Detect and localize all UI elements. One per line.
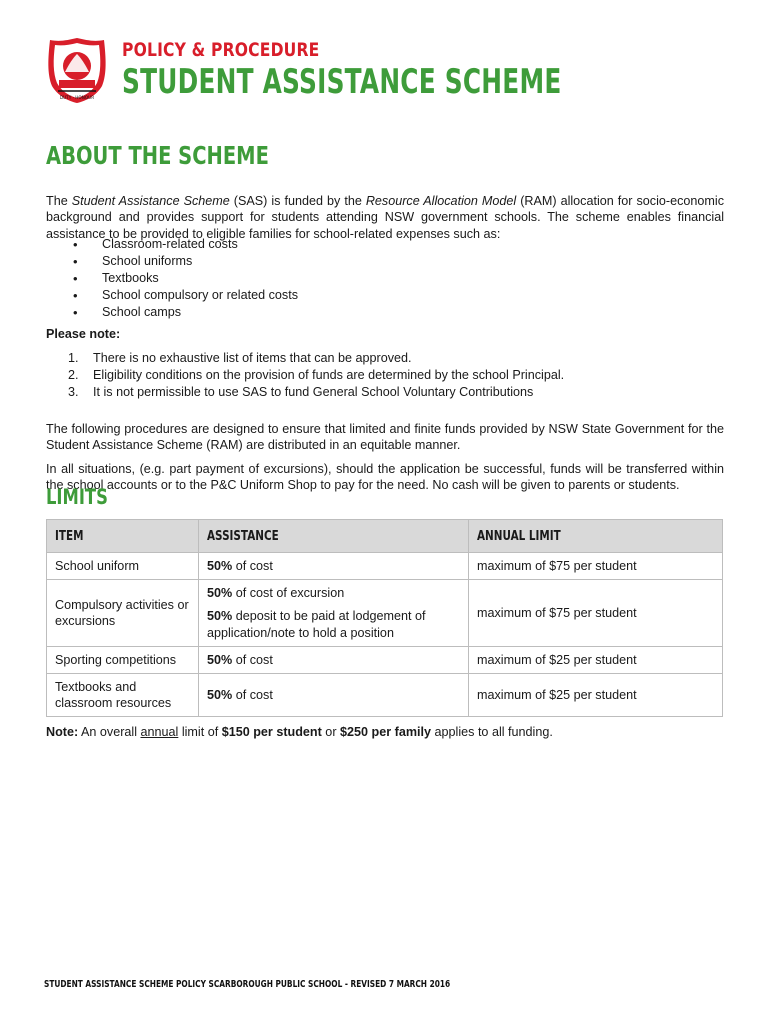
limits-table [46, 519, 723, 717]
crest-motto: DUTY · HONOUR [59, 95, 95, 100]
column-header-annual-limit: ANNUAL LIMIT [469, 520, 723, 553]
list-item: • School camps [46, 304, 298, 321]
policy-kicker: POLICY & PROCEDURE [122, 39, 320, 61]
table-row [47, 647, 723, 674]
item-cell: School uniform [47, 553, 199, 580]
table-row [47, 674, 723, 717]
limits-heading: LIMITS [46, 485, 108, 509]
school-crest-logo [44, 36, 110, 104]
procedures-paragraph: The following procedures are designed to ensure that limited and finite funds provided by NSW State Government for the Student Assistance Scheme (RAM) are distributed in an equitable manner. [46, 421, 724, 453]
list-item: 2. Eligibility conditions on the provision of funds are determined by the school Principal. [68, 368, 565, 382]
list-item: 1. There is no exhaustive list of items that can be approved. [68, 351, 412, 365]
notes-list [46, 350, 564, 401]
assistance-cell: 50% of cost [199, 674, 469, 717]
assistance-cell: 50% of cost [199, 553, 469, 580]
model-name: Resource Allocation Model [365, 193, 517, 208]
assistance-cell: 50% of cost of excursion 50% deposit to be paid at lodgement of application/note to hold a position [199, 580, 469, 647]
page-title: STUDENT ASSISTANCE SCHEME [122, 62, 562, 102]
list-item: • Textbooks [46, 270, 298, 287]
funding-limit-note: Note: An overall annual limit of $150 per student or $250 per family applies to all funding. [46, 725, 553, 739]
item-cell: Compulsory activities or excursions [47, 580, 199, 647]
header [44, 36, 724, 106]
table-header-row [47, 520, 723, 553]
limit-cell: maximum of $25 per student [469, 647, 723, 674]
column-header-assistance: ASSISTANCE [199, 520, 469, 553]
item-cell: Sporting competitions [47, 647, 199, 674]
list-item: 3. It is not permissible to use SAS to fund General School Voluntary Contributions [68, 385, 534, 399]
limit-cell: maximum of $25 per student [469, 674, 723, 717]
about-heading: ABOUT THE SCHEME [46, 141, 269, 170]
limit-cell: maximum of $75 per student [469, 553, 723, 580]
please-note-heading: Please note: [46, 327, 121, 341]
column-header-item: ITEM [47, 520, 199, 553]
expense-list [46, 236, 298, 321]
list-item: • School uniforms [46, 253, 298, 270]
page-footer: STUDENT ASSISTANCE SCHEME POLICY SCARBOROUGH PUBLIC SCHOOL - REVISED 7 MARCH 2016 [44, 979, 451, 990]
list-item: • School compulsory or related costs [46, 287, 298, 304]
list-item: • Classroom-related costs [46, 236, 298, 253]
limit-cell: maximum of $75 per student [469, 580, 723, 647]
situations-paragraph: In all situations, (e.g. part payment of excursions), should the application be successful, funds will be transferred within the school accounts or to the P&C Uniform Shop to pay for the need. No cash will be given to parents or students. [46, 461, 724, 493]
table-row [47, 580, 723, 647]
scheme-name: Student Assistance Scheme [71, 193, 230, 208]
table-row [47, 553, 723, 580]
item-cell: Textbooks and classroom resources [47, 674, 199, 717]
intro-paragraph: The Student Assistance Scheme (SAS) is funded by the Resource Allocation Model (RAM) allocation for socio-economic background and provides support for students attending NSW government schools. The scheme enables financial assistance to be provided to eligible families for school-related expenses such as: [46, 193, 724, 241]
assistance-cell: 50% of cost [199, 647, 469, 674]
